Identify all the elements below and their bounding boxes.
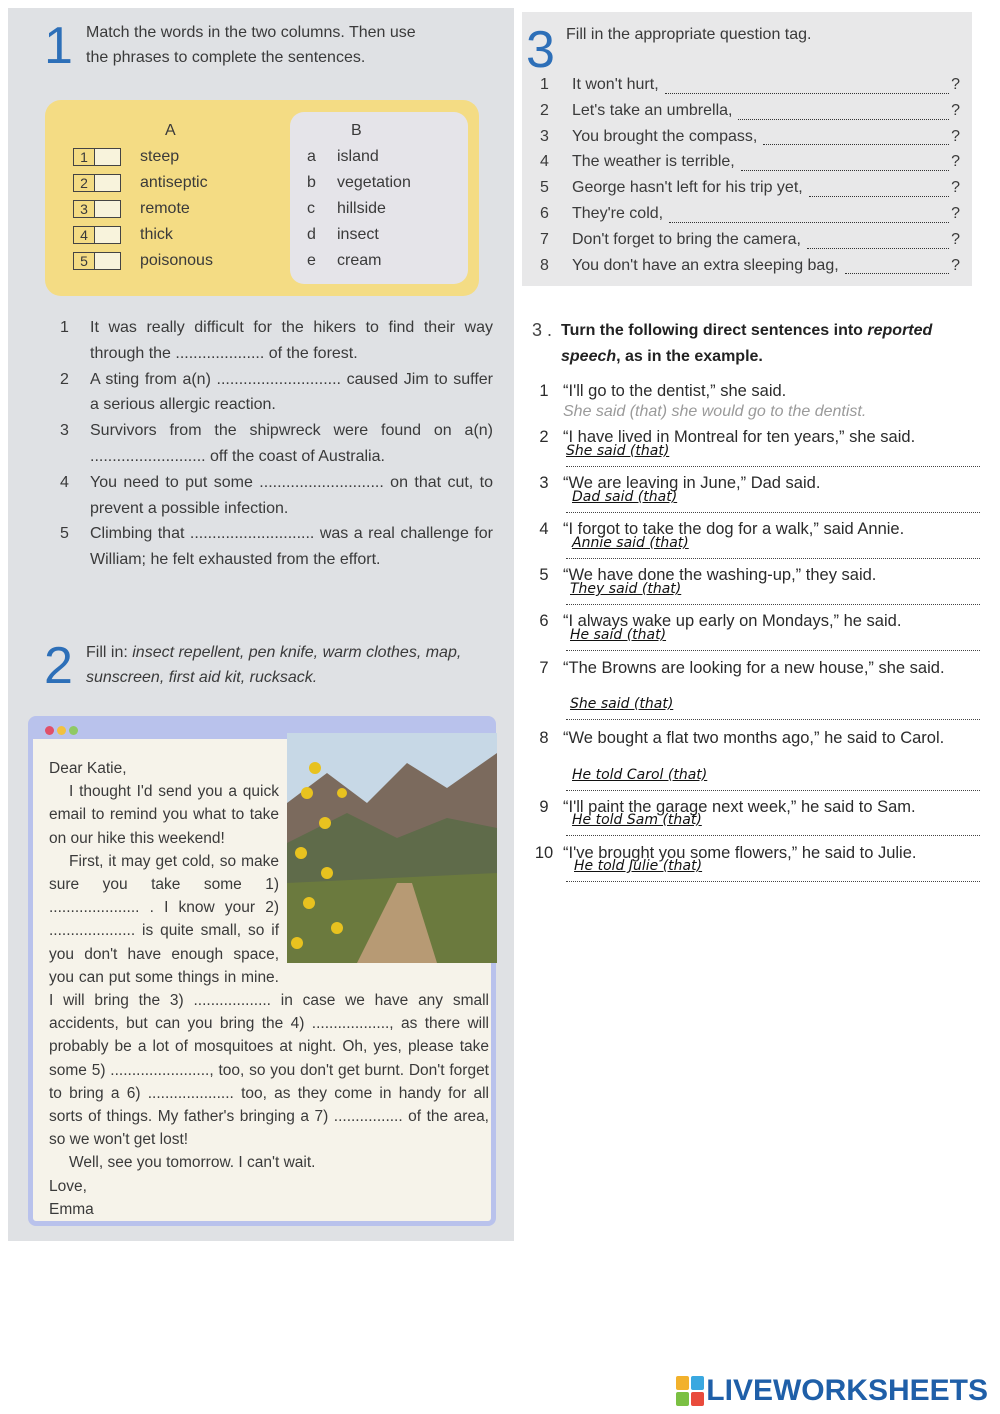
item-number: 1 <box>540 76 549 93</box>
item-number: 5 <box>540 179 549 197</box>
question-tag-item <box>540 153 960 179</box>
close-dot-icon <box>45 726 54 735</box>
reported-instruction <box>533 318 993 370</box>
sentence-number: 3 <box>60 422 69 440</box>
item-number: 5 <box>539 566 549 584</box>
item-number: 10 <box>534 844 554 862</box>
question-tag-item <box>540 76 960 102</box>
item-number: 6 <box>539 612 549 630</box>
reported-exercise-mark: 3 . <box>532 320 553 340</box>
answer-blank[interactable] <box>665 76 949 94</box>
question-mark: ? <box>951 179 960 197</box>
question-mark: ? <box>951 127 960 145</box>
column-b-word: insect <box>337 226 379 243</box>
direct-sentence: “We bought a flat two months ago,” he said to Carol. <box>563 729 945 747</box>
instruction-line: Match the words in the two columns. Then use <box>86 24 416 41</box>
column-b-word: vegetation <box>337 174 411 191</box>
sentence-text: A sting from a(n) ............................ caused Jim to suffer a serious allergic reaction. <box>90 370 493 414</box>
item-number: 8 <box>539 729 549 747</box>
answer-blank[interactable] <box>845 257 949 275</box>
instruction-italic: speech <box>561 348 617 365</box>
sentence-number: 5 <box>60 525 69 543</box>
column-a-word: steep <box>140 148 180 165</box>
question-mark: ? <box>951 204 960 222</box>
answer-starter: He told Carol (that) <box>572 767 708 783</box>
item-text: You don't have an extra sleeping bag, <box>572 256 839 274</box>
match-answer-box[interactable] <box>95 252 121 270</box>
column-a-word: remote <box>140 200 190 217</box>
email-paragraph: I thought I'd send you a quick email to remind you what to take on our hike this weekend! <box>49 783 279 847</box>
question-tag-item <box>540 257 960 283</box>
item-number: 4 <box>540 153 549 171</box>
answer-starter: She said (that) <box>566 443 670 459</box>
sentence-number: 1 <box>60 319 69 336</box>
email-signature: Emma <box>49 1200 94 1218</box>
direct-sentence: “We have done the washing-up,” they said. <box>563 566 877 584</box>
question-tag-list <box>540 76 960 282</box>
item-text: The weather is terrible, <box>572 153 735 171</box>
question-mark: ? <box>951 153 960 171</box>
answer-blank[interactable] <box>807 231 949 249</box>
question-tag-item <box>540 231 960 257</box>
answer-line[interactable] <box>566 858 980 882</box>
column-a-word: poisonous <box>140 252 213 269</box>
answer-line[interactable] <box>566 443 980 467</box>
column-b-word: island <box>337 148 379 165</box>
column-a-word: thick <box>140 226 173 243</box>
answer-line[interactable] <box>566 627 980 651</box>
item-number: 3 <box>539 474 549 492</box>
item-number: 7 <box>539 659 549 677</box>
answer-starter: He told Julie (that) <box>574 858 703 874</box>
answer-line[interactable] <box>566 812 980 836</box>
sentence-item <box>48 418 493 470</box>
match-answer-box[interactable] <box>95 174 121 192</box>
column-b-letter: a <box>307 148 316 165</box>
item-number: 7 <box>540 230 549 248</box>
direct-sentence: “I have lived in Montreal for ten years,” she said. <box>563 428 916 446</box>
match-number: 5 <box>73 252 95 270</box>
reported-item <box>533 657 991 679</box>
answer-line[interactable] <box>566 767 980 791</box>
instruction-part: Turn the following direct sentences into <box>561 322 868 339</box>
answer-line[interactable] <box>566 535 980 559</box>
match-row <box>45 148 465 172</box>
sentence-item <box>48 315 493 367</box>
match-number: 2 <box>73 174 95 192</box>
item-number: 2 <box>540 101 549 119</box>
column-b-letter: c <box>307 200 315 217</box>
item-text: Don't forget to bring the camera, <box>572 230 801 248</box>
sentence-text: It was really difficult for the hikers to find their way through the .................... of the forest. <box>90 319 493 362</box>
reported-item <box>533 380 991 402</box>
answer-starter: She said (that) <box>570 696 674 712</box>
column-b-letter: e <box>307 252 316 269</box>
item-text: Let's take an umbrella, <box>572 101 733 119</box>
match-row <box>45 174 465 198</box>
question-tag-item <box>540 179 960 205</box>
exercise-2-number: 2 <box>44 637 73 695</box>
answer-blank[interactable] <box>763 128 949 146</box>
answer-line[interactable] <box>566 696 980 720</box>
direct-sentence: “I forgot to take the dog for a walk,” said Annie. <box>563 520 905 538</box>
question-mark: ? <box>951 256 960 274</box>
item-text: They're cold, <box>572 204 664 222</box>
direct-sentence: “I'll go to the dentist,” she said. <box>563 382 787 400</box>
match-answer-box[interactable] <box>95 226 121 244</box>
instruction-prefix: Fill in: <box>86 644 133 661</box>
sentence-number: 2 <box>60 370 69 388</box>
sentence-text: You need to put some ............................ on that cut, to prevent a possible infection. <box>90 473 493 517</box>
item-number: 2 <box>539 428 549 446</box>
sentence-text: Survivors from the shipwreck were found on a(n) .......................... off the coast of Australia. <box>90 422 493 465</box>
answer-blank[interactable] <box>738 102 949 120</box>
email-closing: Love, <box>49 1177 87 1195</box>
column-b-letter: b <box>307 174 316 191</box>
answer-blank[interactable] <box>669 205 949 223</box>
matching-box <box>45 100 479 296</box>
answer-blank[interactable] <box>741 153 949 171</box>
minimize-dot-icon <box>57 726 66 735</box>
column-b-letter: d <box>307 226 316 243</box>
match-row <box>45 226 465 250</box>
question-tag-item <box>540 128 960 154</box>
item-number: 1 <box>539 382 549 400</box>
reported-item <box>533 727 991 749</box>
answer-starter: He told Sam (that) <box>572 812 702 828</box>
email-greeting: Dear Katie, <box>49 760 127 777</box>
answer-starter: They said (that) <box>570 581 682 597</box>
column-b-word: hillside <box>337 200 386 217</box>
match-number: 3 <box>73 200 95 218</box>
sentence-item <box>48 470 493 522</box>
sentence-number: 4 <box>60 473 69 491</box>
answer-starter: Dad said (that) <box>572 489 678 505</box>
item-number: 4 <box>539 520 549 538</box>
left-page <box>8 8 514 1241</box>
sentence-item <box>48 521 493 573</box>
instruction-line: the phrases to complete the sentences. <box>86 49 366 66</box>
sentence-text: Climbing that ............................ was a real challenge for William; he felt exhausted from the effort. <box>90 525 493 569</box>
answer-starter: Annie said (that) <box>572 535 689 551</box>
match-answer-box[interactable] <box>95 148 121 166</box>
email-body <box>49 757 489 1221</box>
item-number: 8 <box>540 256 549 274</box>
question-mark: ? <box>951 101 960 119</box>
direct-sentence: “I've brought you some flowers,” he said to Julie. <box>563 844 917 862</box>
question-tag-item <box>540 102 960 128</box>
exercise-1-instruction <box>86 20 506 70</box>
maximize-dot-icon <box>69 726 78 735</box>
canyon-trail-photo <box>287 733 497 963</box>
column-b-word: cream <box>337 252 382 269</box>
exercise-3-number: 3 <box>526 21 555 79</box>
match-answer-box[interactable] <box>95 200 121 218</box>
exercise-1-number: 1 <box>44 17 73 75</box>
item-text: It won't hurt, <box>572 76 659 93</box>
exercise-2-instruction <box>86 640 496 690</box>
email-card <box>28 716 496 1226</box>
sentence-item <box>48 367 493 419</box>
email-paragraph: Well, see you tomorrow. I can't wait. <box>69 1154 316 1172</box>
exercise-1-sentences <box>48 315 493 573</box>
instruction-italic: reported <box>867 322 933 339</box>
answer-starter: He said (that) <box>570 627 667 643</box>
match-row <box>45 200 465 224</box>
answer-blank[interactable] <box>809 179 949 197</box>
direct-sentence: “I'll paint the garage next week,” he said to Sam. <box>563 798 916 816</box>
email-paragraph: First, it may get cold, so make sure you take some 1) ..................... . I know your 2) .................... is quite small, so if you don't have enough space, you can put some things in mine. I will bring the 3) .................. in case we have any small accidents, but can you bring the 4) .................., as there will probably be a lot of mosquitoes at night. Oh, yes, please take some 5) ......................., too, so you don't get burnt. Don't forget to bring a 6) .................... too, as they come in handy for all sorts of things. My father's bringing a 7) ................ of the area, so we won't get lost! <box>49 852 489 1149</box>
item-number: 6 <box>540 204 549 222</box>
match-row <box>45 252 465 276</box>
liveworksheets-logo <box>676 1374 988 1408</box>
match-number: 4 <box>73 226 95 244</box>
exercise-3-instruction: Fill in the appropriate question tag. <box>566 26 812 43</box>
item-number: 3 <box>540 127 549 145</box>
logo-text: LIVEWORKSHEETS <box>706 1374 988 1407</box>
logo-mark-icon <box>676 1376 704 1406</box>
question-mark: ? <box>951 230 960 248</box>
column-a-header: A <box>165 122 176 139</box>
instruction-word-list: insect repellent, pen knife, warm clothes, map, sunscreen, first aid kit, rucksack. <box>86 644 462 686</box>
match-number: 1 <box>73 148 95 166</box>
question-tag-item <box>540 205 960 231</box>
example-answer: She said (that) she would go to the dentist. <box>563 403 867 420</box>
direct-sentence: “The Browns are looking for a new house,” she said. <box>563 659 945 677</box>
column-a-word: antiseptic <box>140 174 208 191</box>
column-b-header: B <box>351 122 362 139</box>
direct-sentence: “We are leaving in June,” Dad said. <box>563 474 821 492</box>
answer-line[interactable] <box>566 581 980 605</box>
item-text: You brought the compass, <box>572 127 758 145</box>
direct-sentence: “I always wake up early on Mondays,” he said. <box>563 612 902 630</box>
instruction-part: , as in the example. <box>616 348 763 365</box>
answer-line[interactable] <box>566 489 980 513</box>
item-number: 9 <box>539 798 549 816</box>
question-tag-exercise <box>522 12 972 286</box>
question-mark: ? <box>951 76 960 93</box>
item-text: George hasn't left for his trip yet, <box>572 179 803 197</box>
